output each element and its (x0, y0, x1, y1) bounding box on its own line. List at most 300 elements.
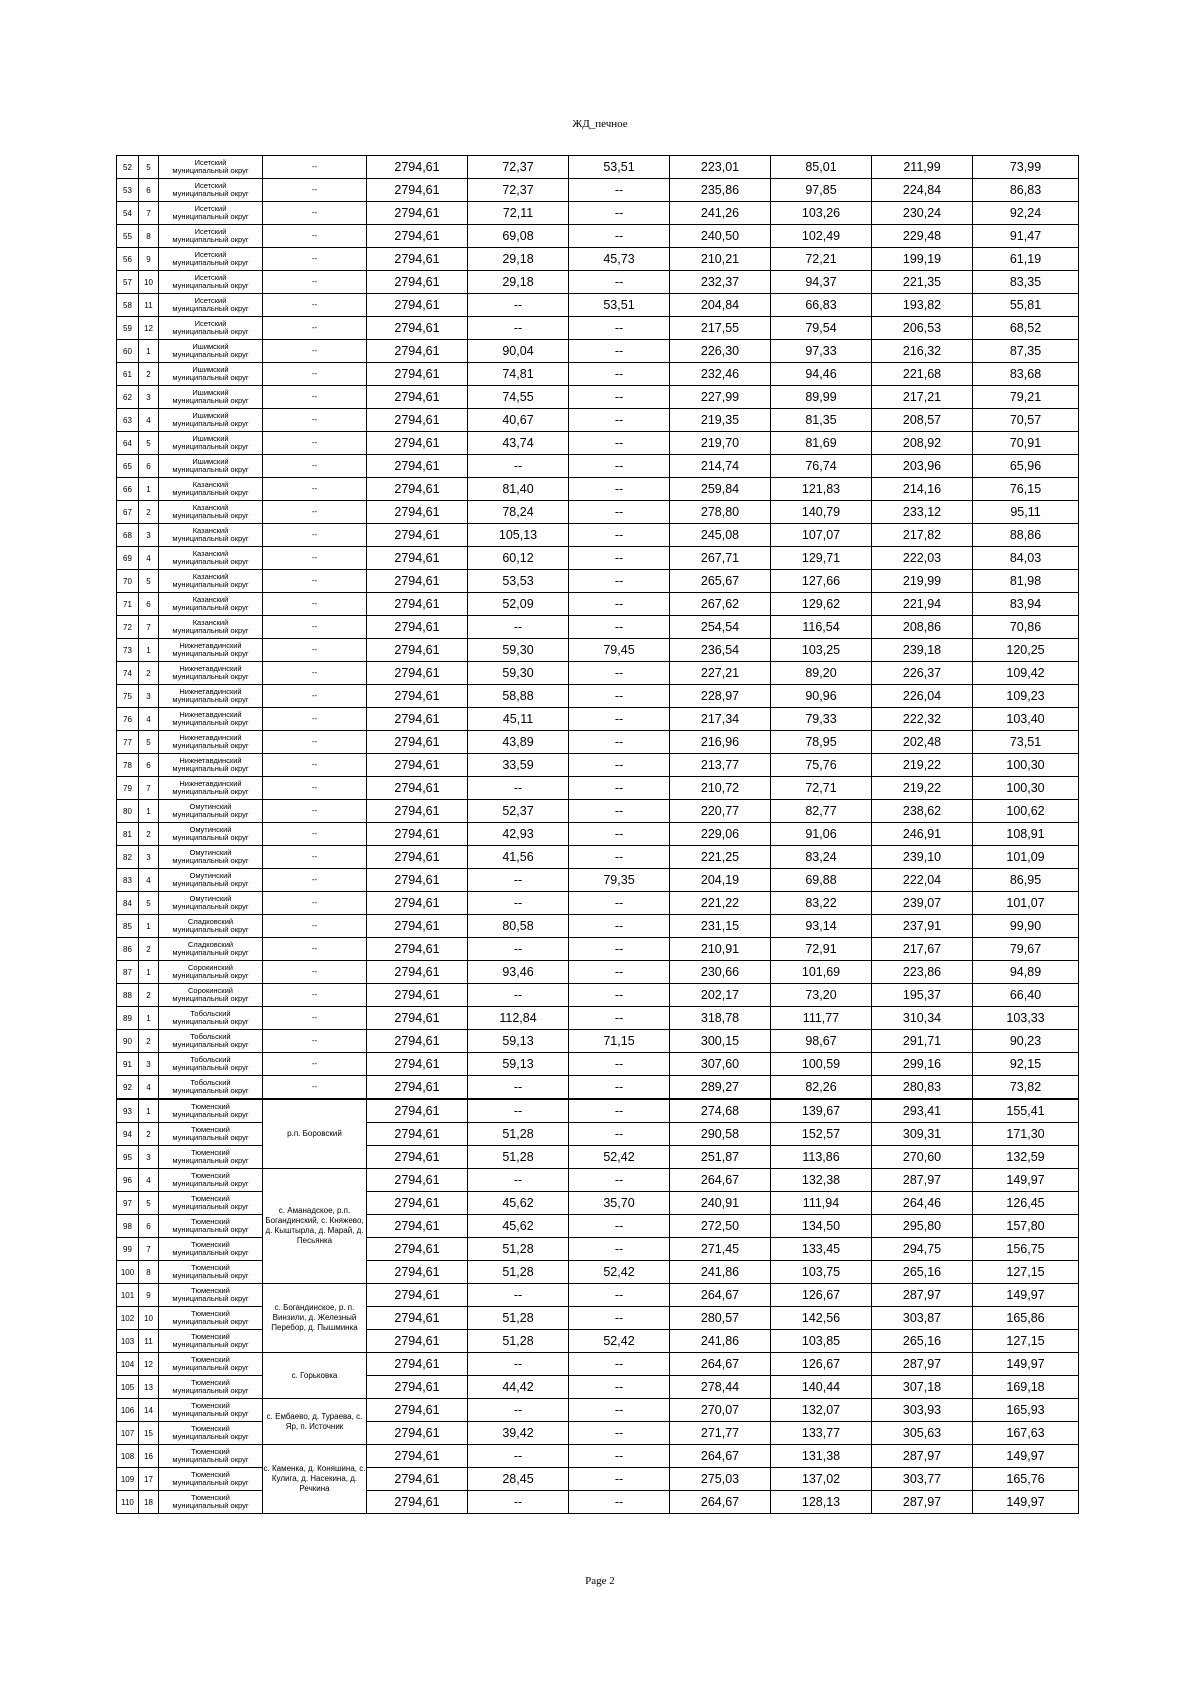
table-row (117, 1169, 1079, 1192)
settlement-cell: -- (263, 547, 367, 570)
value-cell: 2794,61 (367, 616, 468, 639)
value-cell: 139,67 (771, 1099, 872, 1123)
row-number: 74 (117, 662, 139, 685)
municipality-name: Тюменский (191, 1171, 230, 1180)
value-cell: 287,97 (872, 1445, 973, 1468)
value-cell: 2794,61 (367, 731, 468, 754)
value-cell: -- (468, 1445, 569, 1468)
value-cell: -- (569, 478, 670, 501)
value-cell: 230,24 (872, 202, 973, 225)
value-cell: -- (569, 547, 670, 570)
municipality-name: Омутинский (189, 871, 232, 880)
value-cell: 287,97 (872, 1169, 973, 1192)
value-cell: 287,97 (872, 1284, 973, 1307)
value-cell: 81,35 (771, 409, 872, 432)
row-number: 103 (117, 1330, 139, 1353)
sub-number: 16 (139, 1445, 159, 1468)
value-cell: 221,25 (670, 846, 771, 869)
value-cell: -- (569, 1491, 670, 1514)
value-cell: -- (569, 271, 670, 294)
row-number: 86 (117, 938, 139, 961)
municipality-cell (159, 1053, 263, 1076)
value-cell: 45,73 (569, 248, 670, 271)
value-cell: 318,78 (670, 1007, 771, 1030)
municipality-cell (159, 248, 263, 271)
table-row (117, 1076, 1079, 1100)
value-cell: 59,13 (468, 1053, 569, 1076)
value-cell: 86,83 (973, 179, 1079, 202)
sub-number: 3 (139, 386, 159, 409)
municipality-name: Исетский (194, 227, 227, 236)
value-cell: 2794,61 (367, 1491, 468, 1514)
value-cell: 2794,61 (367, 869, 468, 892)
settlement-cell: -- (263, 478, 367, 501)
sub-number: 7 (139, 777, 159, 800)
municipality-suffix: муниципальный округ (172, 672, 249, 681)
sub-number: 1 (139, 915, 159, 938)
settlement-cell: -- (263, 754, 367, 777)
table-row (117, 202, 1079, 225)
value-cell: 210,72 (670, 777, 771, 800)
value-cell: -- (569, 225, 670, 248)
municipality-cell (159, 800, 263, 823)
value-cell: 33,59 (468, 754, 569, 777)
sub-number: 3 (139, 1053, 159, 1076)
sub-number: 11 (139, 294, 159, 317)
settlement-cell: -- (263, 248, 367, 271)
value-cell: -- (569, 1169, 670, 1192)
municipality-name: Тюменский (191, 1102, 230, 1111)
value-cell: 267,71 (670, 547, 771, 570)
municipality-name: Казанский (192, 572, 229, 581)
sub-number: 2 (139, 823, 159, 846)
value-cell: 83,22 (771, 892, 872, 915)
settlement-cell: -- (263, 639, 367, 662)
municipality-suffix: муниципальный округ (172, 925, 249, 934)
value-cell: 100,30 (973, 777, 1079, 800)
municipality-name: Ишимский (192, 342, 229, 351)
settlement-cell: -- (263, 409, 367, 432)
sub-number: 5 (139, 731, 159, 754)
sub-number: 6 (139, 754, 159, 777)
value-cell: -- (468, 294, 569, 317)
row-number: 110 (117, 1491, 139, 1514)
value-cell: 45,62 (468, 1192, 569, 1215)
municipality-name: Тюменский (191, 1148, 230, 1157)
value-cell: 2794,61 (367, 1445, 468, 1468)
municipality-name: Казанский (192, 480, 229, 489)
value-cell: -- (569, 1353, 670, 1376)
value-cell: 103,33 (973, 1007, 1079, 1030)
row-number: 78 (117, 754, 139, 777)
municipality-name: Омутинский (189, 894, 232, 903)
municipality-suffix: муниципальный округ (172, 603, 249, 612)
value-cell: 58,88 (468, 685, 569, 708)
value-cell: 2794,61 (367, 570, 468, 593)
row-number: 62 (117, 386, 139, 409)
sub-number: 10 (139, 1307, 159, 1330)
value-cell: 229,06 (670, 823, 771, 846)
settlement-cell: -- (263, 501, 367, 524)
municipality-suffix: муниципальный округ (172, 1156, 249, 1165)
value-cell: 211,99 (872, 156, 973, 179)
table-row (117, 662, 1079, 685)
value-cell: 155,41 (973, 1099, 1079, 1123)
municipality-suffix: муниципальный округ (172, 833, 249, 842)
value-cell: 2794,61 (367, 1007, 468, 1030)
value-cell: 92,24 (973, 202, 1079, 225)
sub-number: 5 (139, 570, 159, 593)
value-cell: 204,19 (670, 869, 771, 892)
value-cell: 2794,61 (367, 1422, 468, 1445)
row-number: 61 (117, 363, 139, 386)
municipality-name: Исетский (194, 204, 227, 213)
table-row (117, 1123, 1079, 1146)
municipality-cell (159, 202, 263, 225)
row-number: 57 (117, 271, 139, 294)
table-row (117, 984, 1079, 1007)
municipality-cell (159, 777, 263, 800)
value-cell: 100,62 (973, 800, 1079, 823)
municipality-cell (159, 409, 263, 432)
value-cell: 108,91 (973, 823, 1079, 846)
municipality-suffix: муниципальный округ (172, 1271, 249, 1280)
settlement-cell: -- (263, 1007, 367, 1030)
value-cell: 241,86 (670, 1330, 771, 1353)
value-cell: 52,37 (468, 800, 569, 823)
municipality-cell (159, 708, 263, 731)
table-row (117, 1030, 1079, 1053)
value-cell: 2794,61 (367, 984, 468, 1007)
value-cell: 300,15 (670, 1030, 771, 1053)
value-cell: 52,42 (569, 1146, 670, 1169)
municipality-suffix: муниципальный округ (172, 1363, 249, 1372)
value-cell: 2794,61 (367, 1030, 468, 1053)
value-cell: 80,58 (468, 915, 569, 938)
value-cell: 2794,61 (367, 1399, 468, 1422)
municipality-cell (159, 1330, 263, 1353)
municipality-name: Омутинский (189, 825, 232, 834)
sub-number: 9 (139, 248, 159, 271)
municipality-cell (159, 1007, 263, 1030)
value-cell: 140,44 (771, 1376, 872, 1399)
settlement-cell: -- (263, 662, 367, 685)
value-cell: 216,96 (670, 731, 771, 754)
value-cell: -- (569, 1215, 670, 1238)
municipality-cell (159, 156, 263, 179)
municipality-suffix: муниципальный округ (172, 396, 249, 405)
value-cell: 2794,61 (367, 1053, 468, 1076)
municipality-suffix: муниципальный округ (172, 879, 249, 888)
municipality-name: Омутинский (189, 802, 232, 811)
municipality-suffix: муниципальный округ (172, 695, 249, 704)
value-cell: 206,53 (872, 317, 973, 340)
table-row (117, 570, 1079, 593)
value-cell: 116,54 (771, 616, 872, 639)
value-cell: 79,67 (973, 938, 1079, 961)
row-number: 93 (117, 1099, 139, 1123)
value-cell: 149,97 (973, 1169, 1079, 1192)
municipality-name: Исетский (194, 296, 227, 305)
municipality-name: Нижнетавдинский (179, 641, 242, 650)
row-number: 100 (117, 1261, 139, 1284)
municipality-suffix: муниципальный округ (172, 902, 249, 911)
value-cell: 94,89 (973, 961, 1079, 984)
value-cell: 264,67 (670, 1353, 771, 1376)
value-cell: 289,27 (670, 1076, 771, 1100)
municipality-suffix: муниципальный округ (172, 1317, 249, 1326)
value-cell: 2794,61 (367, 639, 468, 662)
table-row (117, 800, 1079, 823)
municipality-name: Тобольский (190, 1032, 231, 1041)
value-cell: 29,18 (468, 271, 569, 294)
value-cell: 226,04 (872, 685, 973, 708)
value-cell: 51,28 (468, 1123, 569, 1146)
value-cell: 254,54 (670, 616, 771, 639)
row-number: 85 (117, 915, 139, 938)
value-cell: 2794,61 (367, 1192, 468, 1215)
municipality-name: Сладковский (187, 917, 234, 926)
value-cell: 39,42 (468, 1422, 569, 1445)
value-cell: 103,85 (771, 1330, 872, 1353)
value-cell: 73,99 (973, 156, 1079, 179)
value-cell: 109,23 (973, 685, 1079, 708)
settlement-cell: -- (263, 179, 367, 202)
row-number: 76 (117, 708, 139, 731)
value-cell: 223,01 (670, 156, 771, 179)
value-cell: 97,33 (771, 340, 872, 363)
sub-number: 4 (139, 1169, 159, 1192)
value-cell: 265,16 (872, 1261, 973, 1284)
municipality-name: Исетский (194, 273, 227, 282)
settlement-cell: -- (263, 524, 367, 547)
sub-number: 4 (139, 1076, 159, 1100)
sub-number: 6 (139, 455, 159, 478)
value-cell: 52,42 (569, 1330, 670, 1353)
value-cell: 90,04 (468, 340, 569, 363)
value-cell: 81,98 (973, 570, 1079, 593)
value-cell: -- (569, 731, 670, 754)
settlement-cell: -- (263, 317, 367, 340)
value-cell: 272,50 (670, 1215, 771, 1238)
value-cell: 2794,61 (367, 1261, 468, 1284)
value-cell: 149,97 (973, 1353, 1079, 1376)
value-cell: -- (569, 340, 670, 363)
municipality-name: Казанский (192, 526, 229, 535)
value-cell: 208,92 (872, 432, 973, 455)
value-cell: 51,28 (468, 1330, 569, 1353)
table-row (117, 731, 1079, 754)
table-row (117, 455, 1079, 478)
value-cell: 51,28 (468, 1261, 569, 1284)
sub-number: 12 (139, 317, 159, 340)
value-cell: -- (468, 1169, 569, 1192)
settlement-cell: -- (263, 1053, 367, 1076)
table-row (117, 225, 1079, 248)
value-cell: -- (468, 317, 569, 340)
municipality-cell (159, 1422, 263, 1445)
row-number: 101 (117, 1284, 139, 1307)
municipality-suffix: муниципальный округ (172, 764, 249, 773)
settlement-cell: -- (263, 616, 367, 639)
value-cell: 79,35 (569, 869, 670, 892)
value-cell: 74,55 (468, 386, 569, 409)
value-cell: 29,18 (468, 248, 569, 271)
value-cell: 45,11 (468, 708, 569, 731)
row-number: 56 (117, 248, 139, 271)
table-row (117, 1307, 1079, 1330)
value-cell: 72,91 (771, 938, 872, 961)
sub-number: 2 (139, 662, 159, 685)
value-cell: 221,22 (670, 892, 771, 915)
settlement-cell: р.п. Боровский (263, 1099, 367, 1169)
municipality-suffix: муниципальный округ (172, 557, 249, 566)
municipality-name: Тюменский (191, 1378, 230, 1387)
value-cell: 112,84 (468, 1007, 569, 1030)
value-cell: 127,15 (973, 1261, 1079, 1284)
value-cell: 2794,61 (367, 455, 468, 478)
municipality-cell (159, 961, 263, 984)
value-cell: 113,86 (771, 1146, 872, 1169)
value-cell: 219,22 (872, 777, 973, 800)
municipality-suffix: муниципальный округ (172, 1063, 249, 1072)
sub-number: 4 (139, 547, 159, 570)
sub-number: 9 (139, 1284, 159, 1307)
municipality-suffix: муниципальный округ (172, 1086, 249, 1095)
municipality-cell (159, 823, 263, 846)
value-cell: 2794,61 (367, 938, 468, 961)
row-number: 54 (117, 202, 139, 225)
value-cell: 232,46 (670, 363, 771, 386)
value-cell: 213,77 (670, 754, 771, 777)
municipality-suffix: муниципальный округ (172, 373, 249, 382)
value-cell: 264,46 (872, 1192, 973, 1215)
value-cell: 280,57 (670, 1307, 771, 1330)
municipality-cell (159, 524, 263, 547)
table-row (117, 501, 1079, 524)
value-cell: 2794,61 (367, 179, 468, 202)
municipality-cell (159, 662, 263, 685)
value-cell: 2794,61 (367, 823, 468, 846)
value-cell: 102,49 (771, 225, 872, 248)
municipality-cell (159, 1076, 263, 1100)
municipality-cell (159, 1123, 263, 1146)
municipality-name: Тобольский (190, 1055, 231, 1064)
municipality-name: Нижнетавдинский (179, 664, 242, 673)
value-cell: 82,26 (771, 1076, 872, 1100)
table-row (117, 1053, 1079, 1076)
value-cell: 291,71 (872, 1030, 973, 1053)
value-cell: 73,20 (771, 984, 872, 1007)
row-number: 80 (117, 800, 139, 823)
value-cell: 2794,61 (367, 1076, 468, 1100)
municipality-name: Ишимский (192, 457, 229, 466)
value-cell: 165,93 (973, 1399, 1079, 1422)
municipality-name: Ишимский (192, 434, 229, 443)
value-cell: 75,76 (771, 754, 872, 777)
settlement-cell: -- (263, 938, 367, 961)
value-cell: 70,86 (973, 616, 1079, 639)
sub-number: 5 (139, 156, 159, 179)
row-number: 69 (117, 547, 139, 570)
value-cell: -- (569, 662, 670, 685)
sub-number: 8 (139, 1261, 159, 1284)
value-cell: 94,37 (771, 271, 872, 294)
row-number: 58 (117, 294, 139, 317)
value-cell: 72,11 (468, 202, 569, 225)
municipality-name: Тюменский (191, 1493, 230, 1502)
table-row (117, 892, 1079, 915)
row-number: 89 (117, 1007, 139, 1030)
sub-number: 2 (139, 984, 159, 1007)
value-cell: 2794,61 (367, 662, 468, 685)
value-cell: 81,40 (468, 478, 569, 501)
value-cell: 79,45 (569, 639, 670, 662)
municipality-name: Тюменский (191, 1309, 230, 1318)
value-cell: 53,51 (569, 294, 670, 317)
municipality-cell (159, 938, 263, 961)
sub-number: 1 (139, 478, 159, 501)
value-cell: 2794,61 (367, 846, 468, 869)
settlement-cell: -- (263, 685, 367, 708)
municipality-suffix: муниципальный округ (172, 488, 249, 497)
municipality-suffix: муниципальный округ (172, 626, 249, 635)
row-number: 77 (117, 731, 139, 754)
value-cell: 52,42 (569, 1261, 670, 1284)
value-cell: 72,71 (771, 777, 872, 800)
municipality-suffix: муниципальный округ (172, 994, 249, 1003)
municipality-cell (159, 731, 263, 754)
municipality-name: Тюменский (191, 1286, 230, 1295)
value-cell: -- (468, 984, 569, 1007)
settlement-cell: -- (263, 800, 367, 823)
value-cell: 219,35 (670, 409, 771, 432)
row-number: 71 (117, 593, 139, 616)
table-row (117, 915, 1079, 938)
municipality-cell (159, 478, 263, 501)
table-row (117, 1376, 1079, 1399)
table-row (117, 1284, 1079, 1307)
sub-number: 3 (139, 685, 159, 708)
value-cell: -- (569, 1123, 670, 1146)
municipality-name: Сорокинский (188, 963, 233, 972)
value-cell: 93,14 (771, 915, 872, 938)
value-cell: 2794,61 (367, 547, 468, 570)
value-cell: 89,99 (771, 386, 872, 409)
value-cell: 219,22 (872, 754, 973, 777)
value-cell: 52,09 (468, 593, 569, 616)
value-cell: -- (468, 938, 569, 961)
table-row (117, 961, 1079, 984)
sub-number: 7 (139, 616, 159, 639)
value-cell: 259,84 (670, 478, 771, 501)
value-cell: 214,74 (670, 455, 771, 478)
row-number: 98 (117, 1215, 139, 1238)
value-cell: -- (569, 938, 670, 961)
municipality-cell (159, 1169, 263, 1192)
row-number: 94 (117, 1123, 139, 1146)
sub-number: 6 (139, 1215, 159, 1238)
table-row (117, 478, 1079, 501)
value-cell: 290,58 (670, 1123, 771, 1146)
municipality-suffix: муниципальный округ (172, 580, 249, 589)
sub-number: 5 (139, 1192, 159, 1215)
value-cell: 270,60 (872, 1146, 973, 1169)
settlement-cell: -- (263, 731, 367, 754)
sub-number: 7 (139, 1238, 159, 1261)
value-cell: 59,30 (468, 662, 569, 685)
municipality-cell (159, 271, 263, 294)
